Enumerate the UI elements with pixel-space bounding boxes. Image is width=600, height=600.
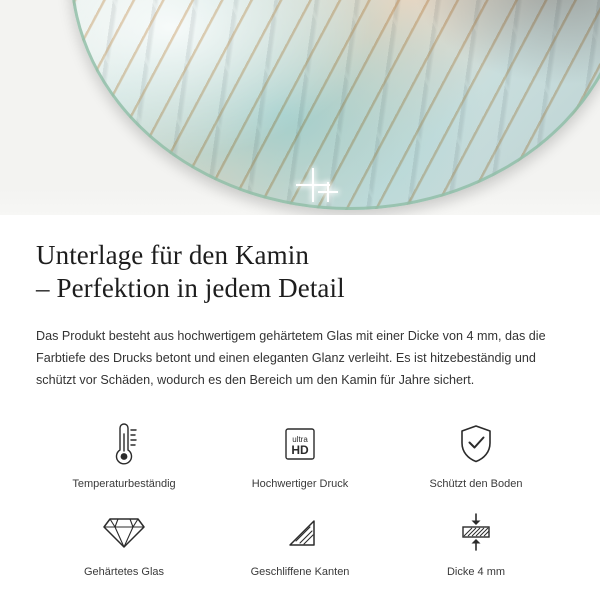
polished-edges-icon (278, 509, 322, 555)
hero-image (0, 0, 600, 215)
feature-item-tempered-glass (36, 509, 212, 579)
ultra-hd-badge-line-2: HD (291, 443, 309, 457)
feature-label: Dicke 4 mm (446, 566, 506, 578)
thickness-arrows-icon (453, 509, 499, 555)
feature-item-print-quality (212, 421, 388, 491)
thermometer-icon (102, 421, 146, 467)
feature-item-floor-protection (388, 421, 564, 491)
feature-label: Temperaturbeständig (72, 478, 176, 490)
ultra-hd-icon (278, 421, 322, 467)
feature-label: Geschliffene Kanten (250, 566, 350, 578)
body-paragraph: Das Produkt besteht aus hochwertigem gehärtetem Glas mit einer Dicke von 4 mm, das die Farbtiefe des Drucks betont und einen eleganten Glanz verleiht. Es ist hitzebeständig und schützt vor Schäden, wodurch es den Bereich um den Kamin für Jahre sichert. (36, 329, 546, 387)
shield-check-icon (454, 421, 498, 467)
feature-label: Gehärtetes Glas (83, 566, 165, 578)
feature-label: Hochwertiger Druck (251, 478, 349, 490)
feature-item-polished-edges (212, 509, 388, 579)
page-title (36, 239, 564, 305)
feature-item-temperature (36, 421, 212, 491)
ultra-hd-badge-line-1: ultra (292, 435, 308, 444)
page-title-line-1: Unterlage für den Kamin (36, 240, 309, 270)
feature-grid (36, 421, 564, 579)
diamond-icon (101, 509, 147, 555)
feature-item-thickness (388, 509, 564, 579)
page-title-line-2: – Perfektion in jedem Detail (36, 273, 345, 303)
feature-label: Schützt den Boden (429, 478, 523, 490)
content-area (0, 239, 600, 579)
